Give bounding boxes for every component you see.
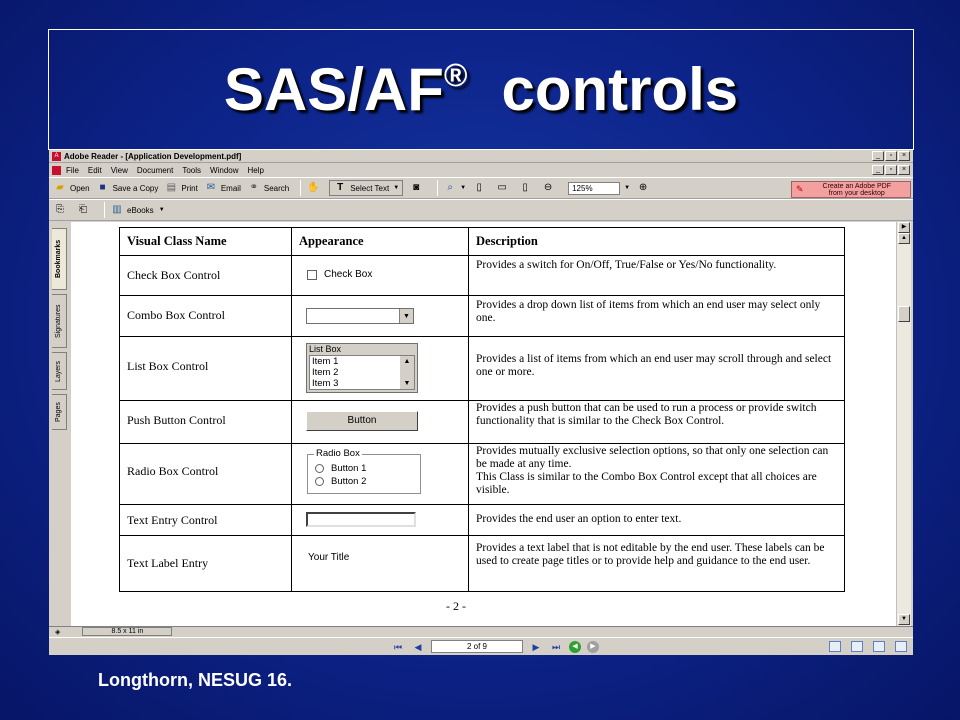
camera-icon: ◙ (413, 182, 420, 193)
fit-page-icon: ▭ (497, 182, 507, 193)
open-button[interactable] (53, 182, 90, 195)
plus-circle-icon: ⊕ (638, 182, 648, 193)
row-appearance (292, 296, 469, 337)
header-appearance: Appearance (292, 228, 469, 256)
create-pdf-line1: Create an Adobe PDF (822, 182, 892, 190)
radio-box-demo-title: Radio Box (316, 448, 360, 459)
menu-help[interactable]: Help (247, 166, 264, 175)
main-toolbar (49, 177, 913, 199)
review-icon: ⎗ (79, 204, 87, 215)
facing-layout-button[interactable] (873, 641, 885, 652)
row-appearance (292, 536, 469, 592)
email-button[interactable] (204, 182, 241, 195)
document-page (71, 222, 896, 626)
search-button[interactable] (247, 182, 289, 195)
radio-option-label: Button 2 (331, 476, 367, 487)
listbox-demo (306, 343, 418, 393)
chevron-down-icon: ▼ (624, 185, 631, 191)
zoom-out-button[interactable] (541, 182, 558, 195)
single-page-layout-button[interactable] (829, 641, 841, 652)
registered-mark: ® (443, 57, 468, 93)
go-back-button[interactable]: ◀ (569, 641, 581, 653)
adobe-reader-window (49, 150, 913, 655)
snapshot-button[interactable] (409, 182, 426, 195)
open-label: Open (70, 183, 90, 193)
search-label: Search (263, 183, 290, 193)
ebook-icon: ▥ (112, 204, 122, 215)
scroll-thumb[interactable] (898, 306, 910, 322)
row-description: Provides a switch for On/Off, True/False or Yes/No functionality. (469, 256, 845, 296)
menu-file[interactable]: File (66, 166, 79, 175)
slide-title (224, 55, 738, 124)
tab-bookmarks[interactable]: Bookmarks (52, 228, 67, 290)
listbox-scrollbar (400, 356, 414, 389)
combobox-demo (306, 308, 414, 324)
folder-open-icon: ▰ (56, 182, 64, 193)
tab-layers[interactable]: Layers (52, 352, 67, 390)
navigation-bar (49, 637, 913, 655)
hand-icon: ✋ (306, 182, 320, 193)
doc-minimize-button[interactable]: _ (872, 165, 884, 175)
toolbar-separator (104, 202, 105, 218)
scroll-up-button[interactable]: ▶ (898, 222, 910, 233)
save-copy-button[interactable] (96, 182, 159, 195)
chevron-down-icon: ▼ (399, 309, 413, 323)
chevron-down-icon: ▼ (158, 207, 165, 213)
email-label: Email (220, 183, 241, 193)
magnifier-icon: ⌕ (447, 182, 453, 193)
table-row (120, 256, 845, 296)
list-item: Item 2 (312, 367, 339, 378)
menu-tools[interactable]: Tools (182, 166, 202, 175)
radio-icon (315, 464, 324, 473)
toolbar-separator (300, 180, 301, 196)
row-name: List Box Control (120, 337, 292, 401)
vertical-scrollbar[interactable] (896, 222, 911, 626)
row-name: Text Label Entry (120, 536, 292, 592)
zoom-dropdown[interactable] (624, 185, 630, 191)
select-text-label: Select Text (350, 183, 390, 193)
menu-window[interactable]: Window (210, 166, 239, 175)
scroll-down-button[interactable]: ▼ (898, 614, 910, 625)
hand-tool-button[interactable] (306, 182, 323, 195)
previous-page-button[interactable]: ◀ (414, 641, 422, 652)
row-name: Check Box Control (120, 256, 292, 296)
row-name: Push Button Control (120, 401, 292, 444)
next-page-button[interactable]: ▶ (532, 641, 540, 652)
print-button[interactable] (164, 182, 197, 195)
window-titlebar (49, 150, 913, 163)
navigation-tabs (49, 222, 71, 622)
doc-close-button[interactable]: × (898, 165, 910, 175)
create-pdf-line2: from your desktop (828, 189, 885, 197)
ebooks-button[interactable] (110, 204, 165, 217)
zoom-tool-button[interactable] (443, 182, 466, 195)
row-description (469, 444, 845, 505)
text-entry-demo (306, 512, 416, 527)
radio-option-label: Button 1 (331, 463, 367, 474)
row-appearance (292, 444, 469, 505)
row-description: Provides a text label that is not editable by the end user. These labels can be used to create page titles or to provide help and guidance to the end user. (469, 536, 845, 592)
row-description: Provides the end user an option to enter text. (469, 505, 845, 536)
window-controls (872, 151, 910, 161)
slide-title-rest: controls (501, 56, 739, 123)
toolbar-separator (437, 180, 438, 196)
status-bar (49, 626, 913, 636)
page-footer-number: - 2 - (446, 599, 466, 613)
menu-bar (49, 164, 913, 177)
fit-width-icon: ▯ (522, 182, 528, 193)
chevron-up-icon: ▲ (403, 358, 411, 365)
restore-button[interactable]: ▫ (885, 151, 897, 161)
row-description-line1: Provides mutually exclusive selection options, so that only one selection can be made at any time. (476, 445, 829, 470)
row-appearance (292, 401, 469, 444)
table-row (120, 444, 845, 505)
adobe-app-icon: A (52, 152, 61, 161)
fit-page-button[interactable] (495, 182, 512, 195)
tab-pages[interactable]: Pages (52, 394, 67, 430)
row-name: Combo Box Control (120, 296, 292, 337)
go-forward-button[interactable]: ▶ (587, 641, 599, 653)
radio-icon (315, 477, 324, 486)
close-button[interactable]: × (898, 151, 910, 161)
listbox-demo-body (309, 355, 415, 390)
header-visual-class: Visual Class Name (120, 228, 292, 256)
doc-restore-button[interactable]: ▫ (885, 165, 897, 175)
create-adobe-pdf-button[interactable] (791, 181, 911, 198)
chevron-down-icon: ▼ (460, 185, 467, 191)
slide-title-box (48, 29, 914, 150)
table-row (120, 337, 845, 401)
header-description: Description (469, 228, 845, 256)
row-description: Provides a push button that can be used to run a process or provide switch functionality that is similar to the Check Box Control. (469, 401, 845, 444)
row-description: Provides a drop down list of items from which an end user may select only one. (469, 296, 845, 337)
tab-signatures[interactable]: Signatures (52, 294, 67, 348)
document-icon (52, 166, 61, 175)
row-appearance (292, 337, 469, 401)
radio-box-demo (307, 448, 421, 494)
printer-icon: ▤ (166, 182, 177, 193)
checkbox-demo-label: Check Box (324, 269, 373, 280)
page-size-indicator: 8.5 x 11 in (82, 627, 172, 636)
minimize-button[interactable]: _ (872, 151, 884, 161)
attach-icon: ⎘ (56, 204, 64, 215)
review-button[interactable] (76, 204, 93, 217)
floppy-disk-icon: ■ (99, 182, 106, 193)
row-description-line2: This Class is similar to the Combo Box Control except that all choices are visible. (476, 471, 817, 496)
listbox-demo-title: List Box (309, 344, 342, 354)
adobe-pdf-icon: ✎ (796, 184, 804, 194)
menu-edit[interactable]: Edit (87, 166, 102, 175)
secondary-toolbar (49, 199, 913, 221)
text-cursor-icon: T (337, 182, 344, 193)
sas-controls-table (119, 227, 845, 592)
row-name: Text Entry Control (120, 505, 292, 536)
page-number-field[interactable]: 2 of 9 (431, 640, 523, 653)
radio-option (315, 475, 420, 488)
text-label-demo: Your Title (308, 552, 350, 563)
table-row (120, 296, 845, 337)
continuous-facing-layout-button[interactable] (895, 641, 907, 652)
attach-button[interactable] (53, 204, 70, 217)
list-item: Item 3 (312, 378, 339, 389)
minus-circle-icon: ⊖ (543, 182, 553, 193)
slide-title-main: SAS/AF (223, 56, 444, 123)
row-appearance (292, 256, 469, 296)
page-icon: ▯ (476, 182, 482, 193)
actual-size-button[interactable] (472, 182, 489, 195)
save-copy-label: Save a Copy (112, 183, 159, 193)
slide-footer: Longthorn, NESUG 16. (98, 670, 293, 690)
row-description: Provides a list of items from which an end user may scroll through and select one or more. (469, 337, 845, 401)
table-row (120, 505, 845, 536)
tab-toggle-icon[interactable]: ◈ (55, 628, 61, 636)
row-appearance (292, 505, 469, 536)
table-row (120, 536, 845, 592)
table-row (120, 401, 845, 444)
ebooks-label: eBooks (127, 205, 154, 215)
row-name: Radio Box Control (120, 444, 292, 505)
list-item: Item 1 (312, 356, 339, 367)
table-header-row (120, 228, 845, 256)
last-page-button[interactable]: ⏭ (551, 641, 561, 652)
chevron-down-icon: ▼ (393, 185, 400, 191)
chevron-down-icon: ▼ (403, 380, 411, 387)
radio-option (315, 462, 420, 475)
binoculars-icon: ⚭ (249, 182, 259, 193)
zoom-in-button[interactable] (636, 182, 653, 195)
first-page-button[interactable]: ⏮ (393, 641, 403, 652)
push-button-demo: Button (306, 411, 418, 431)
menu-view[interactable]: View (110, 166, 128, 175)
checkbox-demo (307, 269, 461, 280)
scroll-up-icon[interactable]: ▲ (898, 233, 910, 244)
menu-document[interactable]: Document (136, 166, 174, 175)
checkbox-icon (307, 270, 317, 280)
email-icon: ✉ (206, 182, 216, 193)
select-text-button[interactable] (329, 180, 403, 196)
zoom-level-field[interactable]: 125% (568, 182, 620, 195)
fit-width-button[interactable] (518, 182, 535, 195)
window-title: Adobe Reader - [Application Development.pdf] (64, 151, 242, 161)
document-window-controls (872, 165, 910, 175)
continuous-layout-button[interactable] (851, 641, 863, 652)
print-label: Print (181, 183, 198, 193)
